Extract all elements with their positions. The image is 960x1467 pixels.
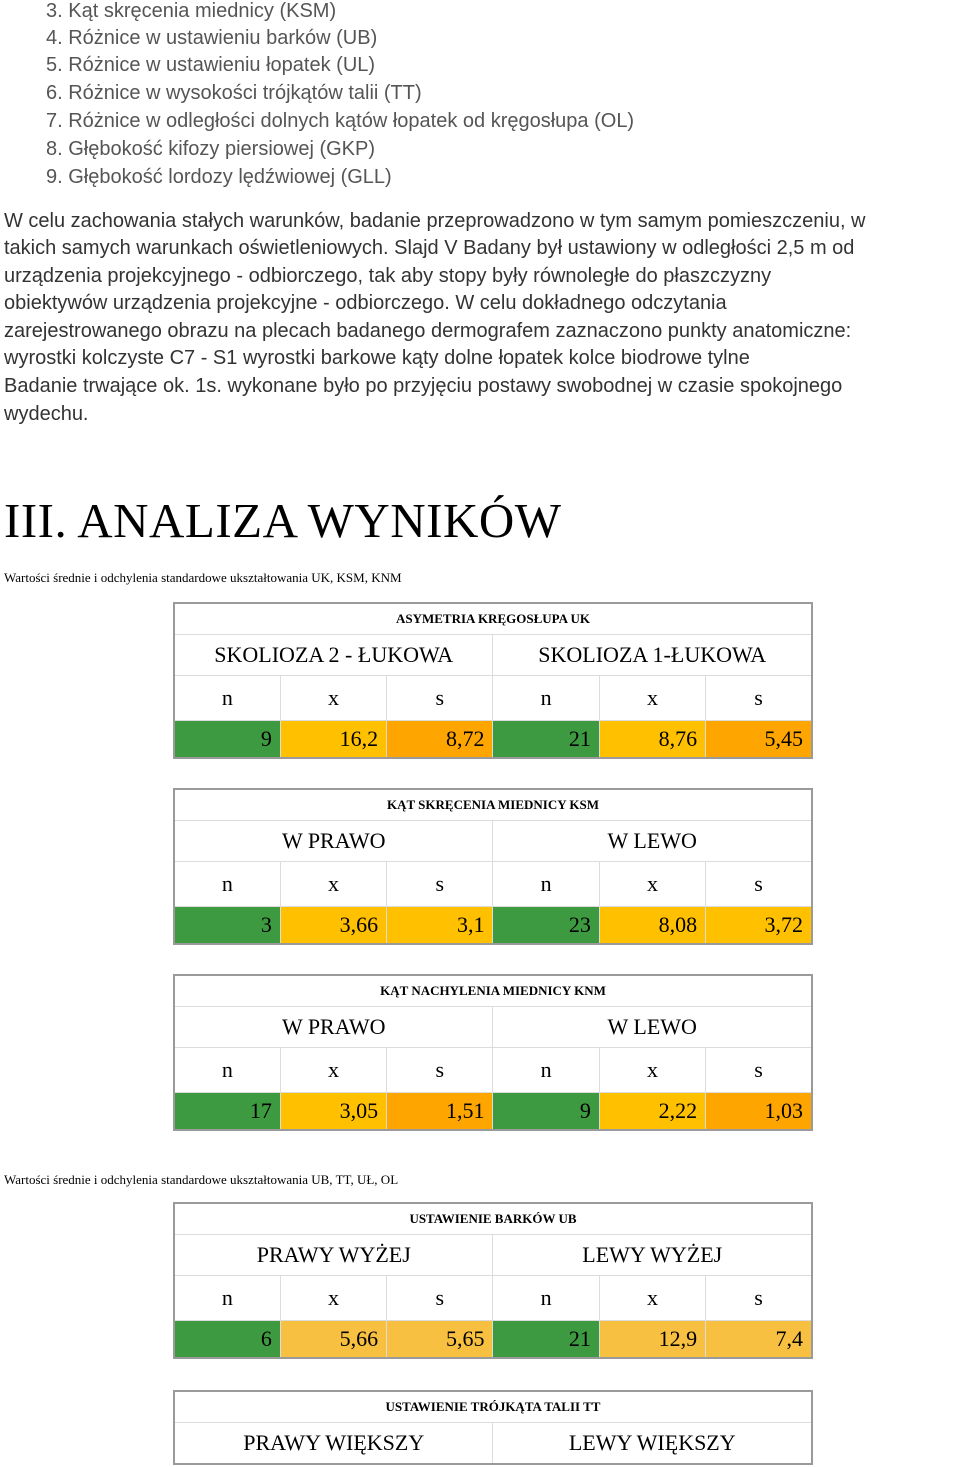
paragraph-line: urządzenia projekcyjnego - odbiorczego, tak aby stopy były równoległe do płaszczyzny [4, 265, 772, 287]
table-ksm [173, 788, 813, 945]
table-uk [173, 602, 813, 759]
value-cell: 2,22 [599, 1093, 705, 1131]
value-cell: 21 [493, 721, 599, 759]
section-heading: III. ANALIZA WYNIKÓW [4, 493, 562, 548]
header-cell: n [174, 676, 280, 721]
paragraph-line: wydechu. [4, 403, 89, 425]
header-cell: x [280, 1276, 386, 1321]
value-cell: 1,51 [387, 1093, 493, 1131]
header-cell: x [599, 676, 705, 721]
group-left-label: PRAWY WYŻEJ [174, 1235, 493, 1276]
header-cell: s [387, 1276, 493, 1321]
value-cell: 7,4 [706, 1321, 812, 1359]
value-cell: 5,65 [387, 1321, 493, 1359]
header-cell: x [280, 1048, 386, 1093]
group-right-label: SKOLIOZA 1-ŁUKOWA [493, 635, 812, 676]
value-cell: 8,08 [599, 907, 705, 945]
list-item: 5. Różnice w ustawieniu łopatek (UL) [46, 54, 376, 76]
table-ub [173, 1202, 813, 1359]
value-cell: 3,72 [706, 907, 812, 945]
group-right-label: LEWY WYŻEJ [493, 1235, 812, 1276]
header-cell: s [387, 862, 493, 907]
group-left-label: W PRAWO [174, 821, 493, 862]
list-item: 8. Głębokość kifozy piersiowej (GKP) [46, 138, 376, 160]
header-cell: n [174, 1276, 280, 1321]
header-cell: s [387, 676, 493, 721]
table-caption: Wartości średnie i odchylenia standardowe ukształtowania UK, KSM, KNM [4, 570, 402, 585]
header-cell: x [599, 1048, 705, 1093]
header-cell: n [174, 862, 280, 907]
header-cell: n [493, 862, 599, 907]
value-cell: 3,05 [280, 1093, 386, 1131]
value-cell: 9 [174, 721, 280, 759]
header-cell: s [706, 862, 812, 907]
value-cell: 8,72 [387, 721, 493, 759]
group-right-label: W LEWO [493, 1007, 812, 1048]
value-cell: 6 [174, 1321, 280, 1359]
paragraph-line: takich samych warunkach oświetleniowych. Slajd V Badany był ustawiony w odległości 2,5 m od [4, 237, 855, 259]
group-left-label: PRAWY WIĘKSZY [174, 1423, 493, 1465]
value-cell: 3,66 [280, 907, 386, 945]
paragraph-line: obiektywów urządzenia projekcyjne - odbiorczego. W celu dokładnego odczytania [4, 292, 727, 314]
table-title: KĄT NACHYLENIA MIEDNICY KNM [174, 975, 812, 1007]
value-cell: 21 [493, 1321, 599, 1359]
list-item: 3. Kąt skręcenia miednicy (KSM) [46, 0, 337, 22]
value-cell: 3 [174, 907, 280, 945]
value-cell: 9 [493, 1093, 599, 1131]
paragraph-line: wyrostki kolczyste C7 - S1 wyrostki barkowe kąty dolne łopatek kolce biodrowe tylne [4, 347, 750, 369]
header-cell: s [387, 1048, 493, 1093]
group-right-label: W LEWO [493, 821, 812, 862]
table-caption: Wartości średnie i odchylenia standardowe ukształtowania UB, TT, UŁ, OL [4, 1172, 399, 1187]
header-cell: x [599, 862, 705, 907]
value-cell: 5,66 [280, 1321, 386, 1359]
header-cell: s [706, 1048, 812, 1093]
list-item: 6. Różnice w wysokości trójkątów talii (TT) [46, 82, 422, 104]
table-tt [173, 1390, 813, 1465]
value-cell: 17 [174, 1093, 280, 1131]
header-cell: n [493, 1048, 599, 1093]
value-cell: 3,1 [387, 907, 493, 945]
header-cell: x [280, 862, 386, 907]
paragraph-line: W celu zachowania stałych warunków, badanie przeprowadzono w tym samym pomieszczeniu, w [4, 210, 866, 232]
value-cell: 5,45 [706, 721, 812, 759]
list-item: 4. Różnice w ustawieniu barków (UB) [46, 27, 378, 49]
table-title: USTAWIENIE BARKÓW UB [174, 1203, 812, 1235]
header-cell: x [599, 1276, 705, 1321]
table-knm [173, 974, 813, 1131]
group-right-label: LEWY WIĘKSZY [493, 1423, 812, 1465]
group-left-label: W PRAWO [174, 1007, 493, 1048]
header-cell: x [280, 676, 386, 721]
header-cell: s [706, 1276, 812, 1321]
header-cell: n [174, 1048, 280, 1093]
paragraph-line: zarejestrowanego obrazu na plecach badanego dermografem zaznaczono punkty anatomiczne: [4, 320, 852, 342]
group-left-label: SKOLIOZA 2 - ŁUKOWA [174, 635, 493, 676]
table-title: ASYMETRIA KRĘGOSŁUPA UK [174, 603, 812, 635]
value-cell: 12,9 [599, 1321, 705, 1359]
header-cell: n [493, 1276, 599, 1321]
paragraph-line: Badanie trwające ok. 1s. wykonane było po przyjęciu postawy swobodnej w czasie spokojnego [4, 375, 843, 397]
value-cell: 1,03 [706, 1093, 812, 1131]
value-cell: 8,76 [599, 721, 705, 759]
table-title: USTAWIENIE TRÓJKĄTA TALII TT [174, 1391, 812, 1423]
header-cell: s [706, 676, 812, 721]
value-cell: 16,2 [280, 721, 386, 759]
list-item: 7. Różnice w odległości dolnych kątów łopatek od kręgosłupa (OL) [46, 110, 635, 132]
table-title: KĄT SKRĘCENIA MIEDNICY KSM [174, 789, 812, 821]
list-item: 9. Głębokość lordozy lędźwiowej (GLL) [46, 166, 392, 188]
value-cell: 23 [493, 907, 599, 945]
header-cell: n [493, 676, 599, 721]
